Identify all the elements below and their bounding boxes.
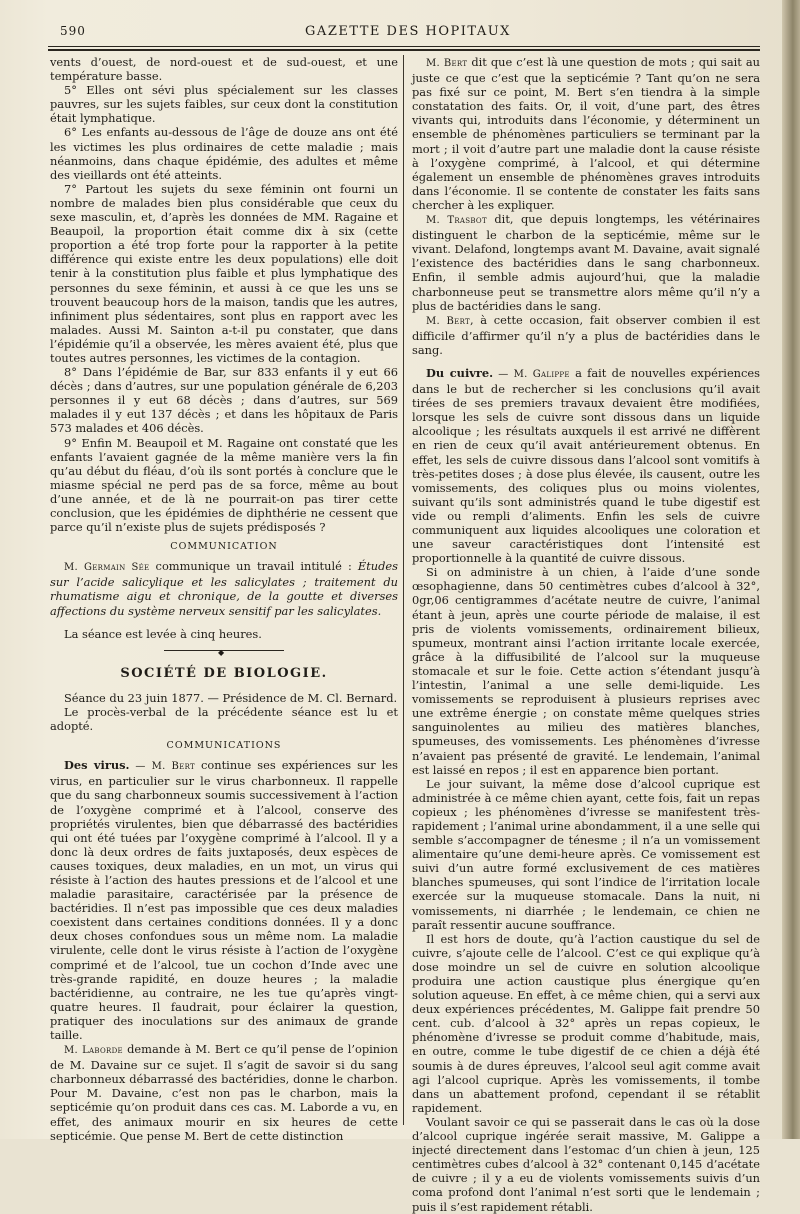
communication-heading: COMMUNICATION (170, 541, 278, 553)
speaker-name: M. Germain Sée (64, 562, 150, 574)
work-title: Études sur l’acide salicylique et les salicylates ; traitement du rhumatisme aigu et chronique, de la goutte et diverses affections du système nerveux sensitif par les salicylates. (50, 559, 398, 618)
speaker-name: — M. Bert (129, 761, 195, 773)
paragraph: Le jour suivant, la même dose d’alcool cuprique est administrée à ce même chien ayant, cette fois, fait un repas copieux ; les phénomènes d’ivresse se manifestent très-rapidement ; l’animal urine abondamment, il a une selle qui semble s’accompagner de ténesme ; il n’a un vomissement alimentaire qu’une demi-heure après. Ce vomissement est suivi d’un autre formé exclusivement de ces matières blanches spumeuses, qui sont l’indice de l’irritation locale exercée sur la muqueuse stomacale. Dans la nuit, ni vomissements, ni diarrhée ; le lendemain, ce chien ne paraît ressentir aucune souffrance. (412, 776, 760, 932)
communication-paragraph (50, 559, 398, 617)
trasbot-paragraph (412, 212, 760, 313)
paragraph-text: demande à M. Bert ce qu’il pense de l’opinion de M. Davaine sur ce sujet. Il s’agit de savoir si du sang charbonneux débarrassé des bactéridies, donne le charbon. Pour M. Davaine, c’est non pas le charbon, mais la septicémie qu’on produit dans ces cas. M. Laborde a vu, en effet, des animaux mourir en six heures de cette septicémie. Que pense M. Bert de cette distinction (50, 1042, 398, 1143)
right-column (412, 55, 760, 1214)
speaker-name: M. Bert (426, 315, 471, 327)
running-header (48, 24, 768, 44)
communication-text: communique un travail intitulé : (149, 559, 358, 574)
speaker-name: M. Bert (426, 58, 468, 69)
paragraph: Voulant savoir ce qui se passerait dans le cas où la dose d’alcool cuprique ingérée serait massive, M. Galippe a injecté directement dans l’estomac d’un chien à jeun, 125 centimètres cubes d’alcool à 32° contenant 0,145 d’acétate de cuivre ; il y a eu de violents vomissements suivis d’un coma profond dont l’animal n’est sorti que le lendemain ; puis il s’est rapidement rétabli. (412, 1114, 760, 1214)
header-rule-thick (48, 49, 760, 51)
paragraph: 8° Dans l’épidémie de Bar, sur 833 enfants il y eut 66 décès ; dans d’autres, sur une population générale de 6,203 personnes il y eut 68 décès ; dans d’autres, sur 569 malades il y eut 137 décès ; et dans les hôpitaux de Paris 573 malades et 406 décès. (50, 365, 398, 436)
paragraph: 9° Enfin M. Beaupoil et M. Ragaine ont constaté que les enfants l’avaient gagnée de la même manière vers la fin qu’au début du fléau, d’où ils sont portés à conclure que le miasme spécial ne perd pas de sa force, même au bout d’une année, et de là ne pourrait-on pas tirer cette conclusion, que les épidémies de diphthérie ne cessent que parce qu’il n’existe plus de sujets prédisposés ? (50, 435, 398, 535)
paragraph: 5° Elles ont sévi plus spécialement sur les classes pauvres, sur les sujets faibles, sur ceux dont la constitution était lymphatique. (50, 83, 398, 126)
paragraph: Si on administre à un chien, à l’aide d’une sonde œsophagienne, dans 50 centimètres cubes d’alcool à 32°, 0gr,06 centigrammes d’acétate neutre de cuivre, l’animal étant à jeun, après une courte période de malaise, il est pris de violents vomissements, ordinairement bilieux, spumeux, montrant ainsi l’action irritante locale exercée, grâce à la diffusibilité de l’alcool sur la muqueuse stomacale et sur le foie. Cette action s’étendant jusqu’à l’intestin, l’animal a une selle demi-liquide. Les vomissements se reproduisent à plusieurs reprises avec une extrême énergie ; on constate même quelques stries sanguinolentes au milieu des matières blanches, spumeuses, des vomissements. Les phénomènes d’ivresse n’avaient pas présenté de gravité. Le lendemain, l’animal est laissé en repos ; il est en apparence bien portant. (412, 565, 760, 777)
paragraph-text: dit, que depuis longtemps, les vétérinaires distinguent le charbon de la septicémie, même sur le vivant. Delafond, longtemps avant M. Davaine, avait signalé l’existence des bactéridies dans le sang charbonneux. Enfin, il semble admis aujourd’hui, que la maladie charbonneuse peut se transmettre alors même qu’il n’y a plus de bactéridies dans le sang. (412, 212, 760, 313)
bert-paragraph-2 (412, 313, 760, 357)
communications-heading: COMMUNICATIONS (166, 740, 282, 752)
journal-title: GAZETTE DES HOPITAUX (305, 24, 511, 39)
virus-paragraph (50, 758, 398, 1042)
page-number: 590 (60, 24, 86, 38)
paragraph-text: , à cette occasion, fait observer combien il est difficile d’affirmer qu’il n’y a plus de bactéridies dans le sang. (412, 312, 760, 357)
topic-label: Des virus. (64, 758, 130, 773)
cuivre-paragraph (412, 366, 760, 565)
paragraph: vents d’ouest, de nord-ouest et de sud-ouest, et une température basse. (50, 55, 398, 84)
bert-paragraph (412, 55, 760, 212)
paragraph: Il est hors de doute, qu’à l’action caustique du sel de cuivre, s’ajoute celle de l’alcool. C’est ce qui explique qu’à dose moindre un sel de cuivre en solution alcoolique produira une action caustique plus énergique qu’en solution aqueuse. En effet, à ce même chien, qui a servi aux deux expériences précédentes, M. Galippe fait prendre 50 cent. cub. d’alcool à 32° après un repas copieux, le phénomène d’ivresse se produit comme d’habitude, mais, en outre, comme le tube digestif de ce chien a déjà été soumis à de dures épreuves, l’alcool seul agit comme avait agi l’alcool cuprique. Après les vomissements, il tombe dans un abattement profond, cependant il se rétablit rapidement. (412, 931, 760, 1115)
minutes-line: Le procès-verbal de la précédente séance est lu et adopté. (50, 704, 398, 734)
paragraph: 6° Les enfants au-dessous de l’âge de douze ans ont été les victimes les plus ordinaires de cette maladie ; mais néanmoins, dans chaque épidémie, des adultes et même des vieillards ont été atteints. (50, 125, 398, 182)
speaker-name: — M. Galippe (493, 368, 570, 380)
paragraph-text: continue ses expériences sur les virus, en particulier sur le virus charbonneux. Il rappelle que du sang charbonneux soumis successivement à l’action de l’oxygène comprimé et à l’alcool, conserve des propriétés virulentes, bien que débarrassé des bactéridies qui ont été tuées par l’oxygène comprimé à l’alcool. Il y a donc là deux ordres de faits juxtaposés, deux espèces de causes toxiques, deux maladies, en un mot, un virus qui résiste à l’action des hautes pressions et de l’alcool et une maladie parasitaire, caractérisée par la présence de bactéridies. Il n’est pas impossible que ces deux maladies coexistent dans certaines conditions données. Il y a donc deux choses confondues sous un même nom. La maladie virulente, celle dont le virus résiste à l’action de l’oxygène comprimé et de l’alcool, tue un cochon d’Inde avec une très-grande rapidité, en douze heures ; la maladie bactéridienne, au contraire, ne les tue qu’après vingt-quatre heures. Il faudrait, pour éclairer la question, pratiquer des inoculations sur des animaux de grande taille. (50, 758, 398, 1042)
paragraph-text: a fait de nouvelles expériences dans le but de rechercher si les conclusions qu’il avait tirées de ses premiers travaux devaient être modifiées, lorsque les sels de cuivre sont dissous dans un liquide alcoolique ; les résultats auxquels il est arrivé ne diffèrent en rien de ceux qu’il avait antérieurement obtenus. En effet, les sels de cuivre dissous dans l’alcool sont vomitifs à très-petites doses ; à dose plus élevée, ils causent, outre les vomissements, des coliques plus ou moins violentes, suivant qu’ils sont administrés quand le tube digestif est vide ou rempli d’aliments. Enfin les sels de cuivre communiquent aux liquides alcooliques une coloration et une saveur caractéristiques dont l’intensité est proportionnelle à la quantité de cuivre dissous. (412, 365, 760, 566)
speaker-name: M. Trasbot (426, 215, 487, 227)
laborde-paragraph (50, 1042, 398, 1143)
topic-label: Du cuivre. (426, 365, 494, 380)
header-rule (48, 46, 760, 47)
paragraph: 7° Partout les sujets du sexe féminin ont fourni un nombre de malades bien plus considérable que ceux du sexe masculin, et, d’après les données de MM. Ragaine et Beaupoil, la proportion était comme dix à six (cette proportion a été trop forte pour la rapporter à la petite différence qui existe entre les deux populations) elle doit tenir à la constitution plus faible et plus lymphatique des personnes du sexe féminin, et aussi à ce que les uns se trouvent beaucoup hors de la maison, tandis que les autres, infiniment plus sédentaires, sont plus en rapport avec les malades. Aussi M. Sainton a-t-il pu constater, que dans l’épidémie qu’il a observée, les mères avaient été, plus que toutes autres personnes, les victimes de la contagion. (50, 181, 398, 365)
left-column (50, 55, 398, 1143)
speaker-name: M. Laborde (64, 1045, 123, 1057)
adjourn-text: La séance est levée à cinq heures. (64, 626, 262, 641)
society-title: SOCIÉTÉ DE BIOLOGIE. (120, 665, 328, 681)
column-rule (403, 55, 404, 1125)
book-spine (782, 0, 800, 1139)
section-divider: ◆ (164, 650, 284, 657)
session-line: Séance du 23 juin 1877. — Présidence de M. Cl. Bernard. (64, 690, 398, 705)
paragraph-text: dit que c’est là une question de mots ; qui sait au juste ce que c’est que la septicémie ? Tant qu’on ne sera pas fixé sur ce point, M. Bert s’en tiendra à la simple constatation des faits. Or, il voit, d’une part, des êtres vivants qui, introduits dans l’économie, y déterminent un ensemble de phénomènes particuliers se terminant par la mort ; il voit d’autre part une maladie dont la cause résiste à l’oxygène comprimé, à l’alcool, et qui détermine également un ensemble de phénomènes graves introduits dans l’économie. Il se contente de constater les faits sans chercher à les expliquer. (412, 55, 760, 212)
